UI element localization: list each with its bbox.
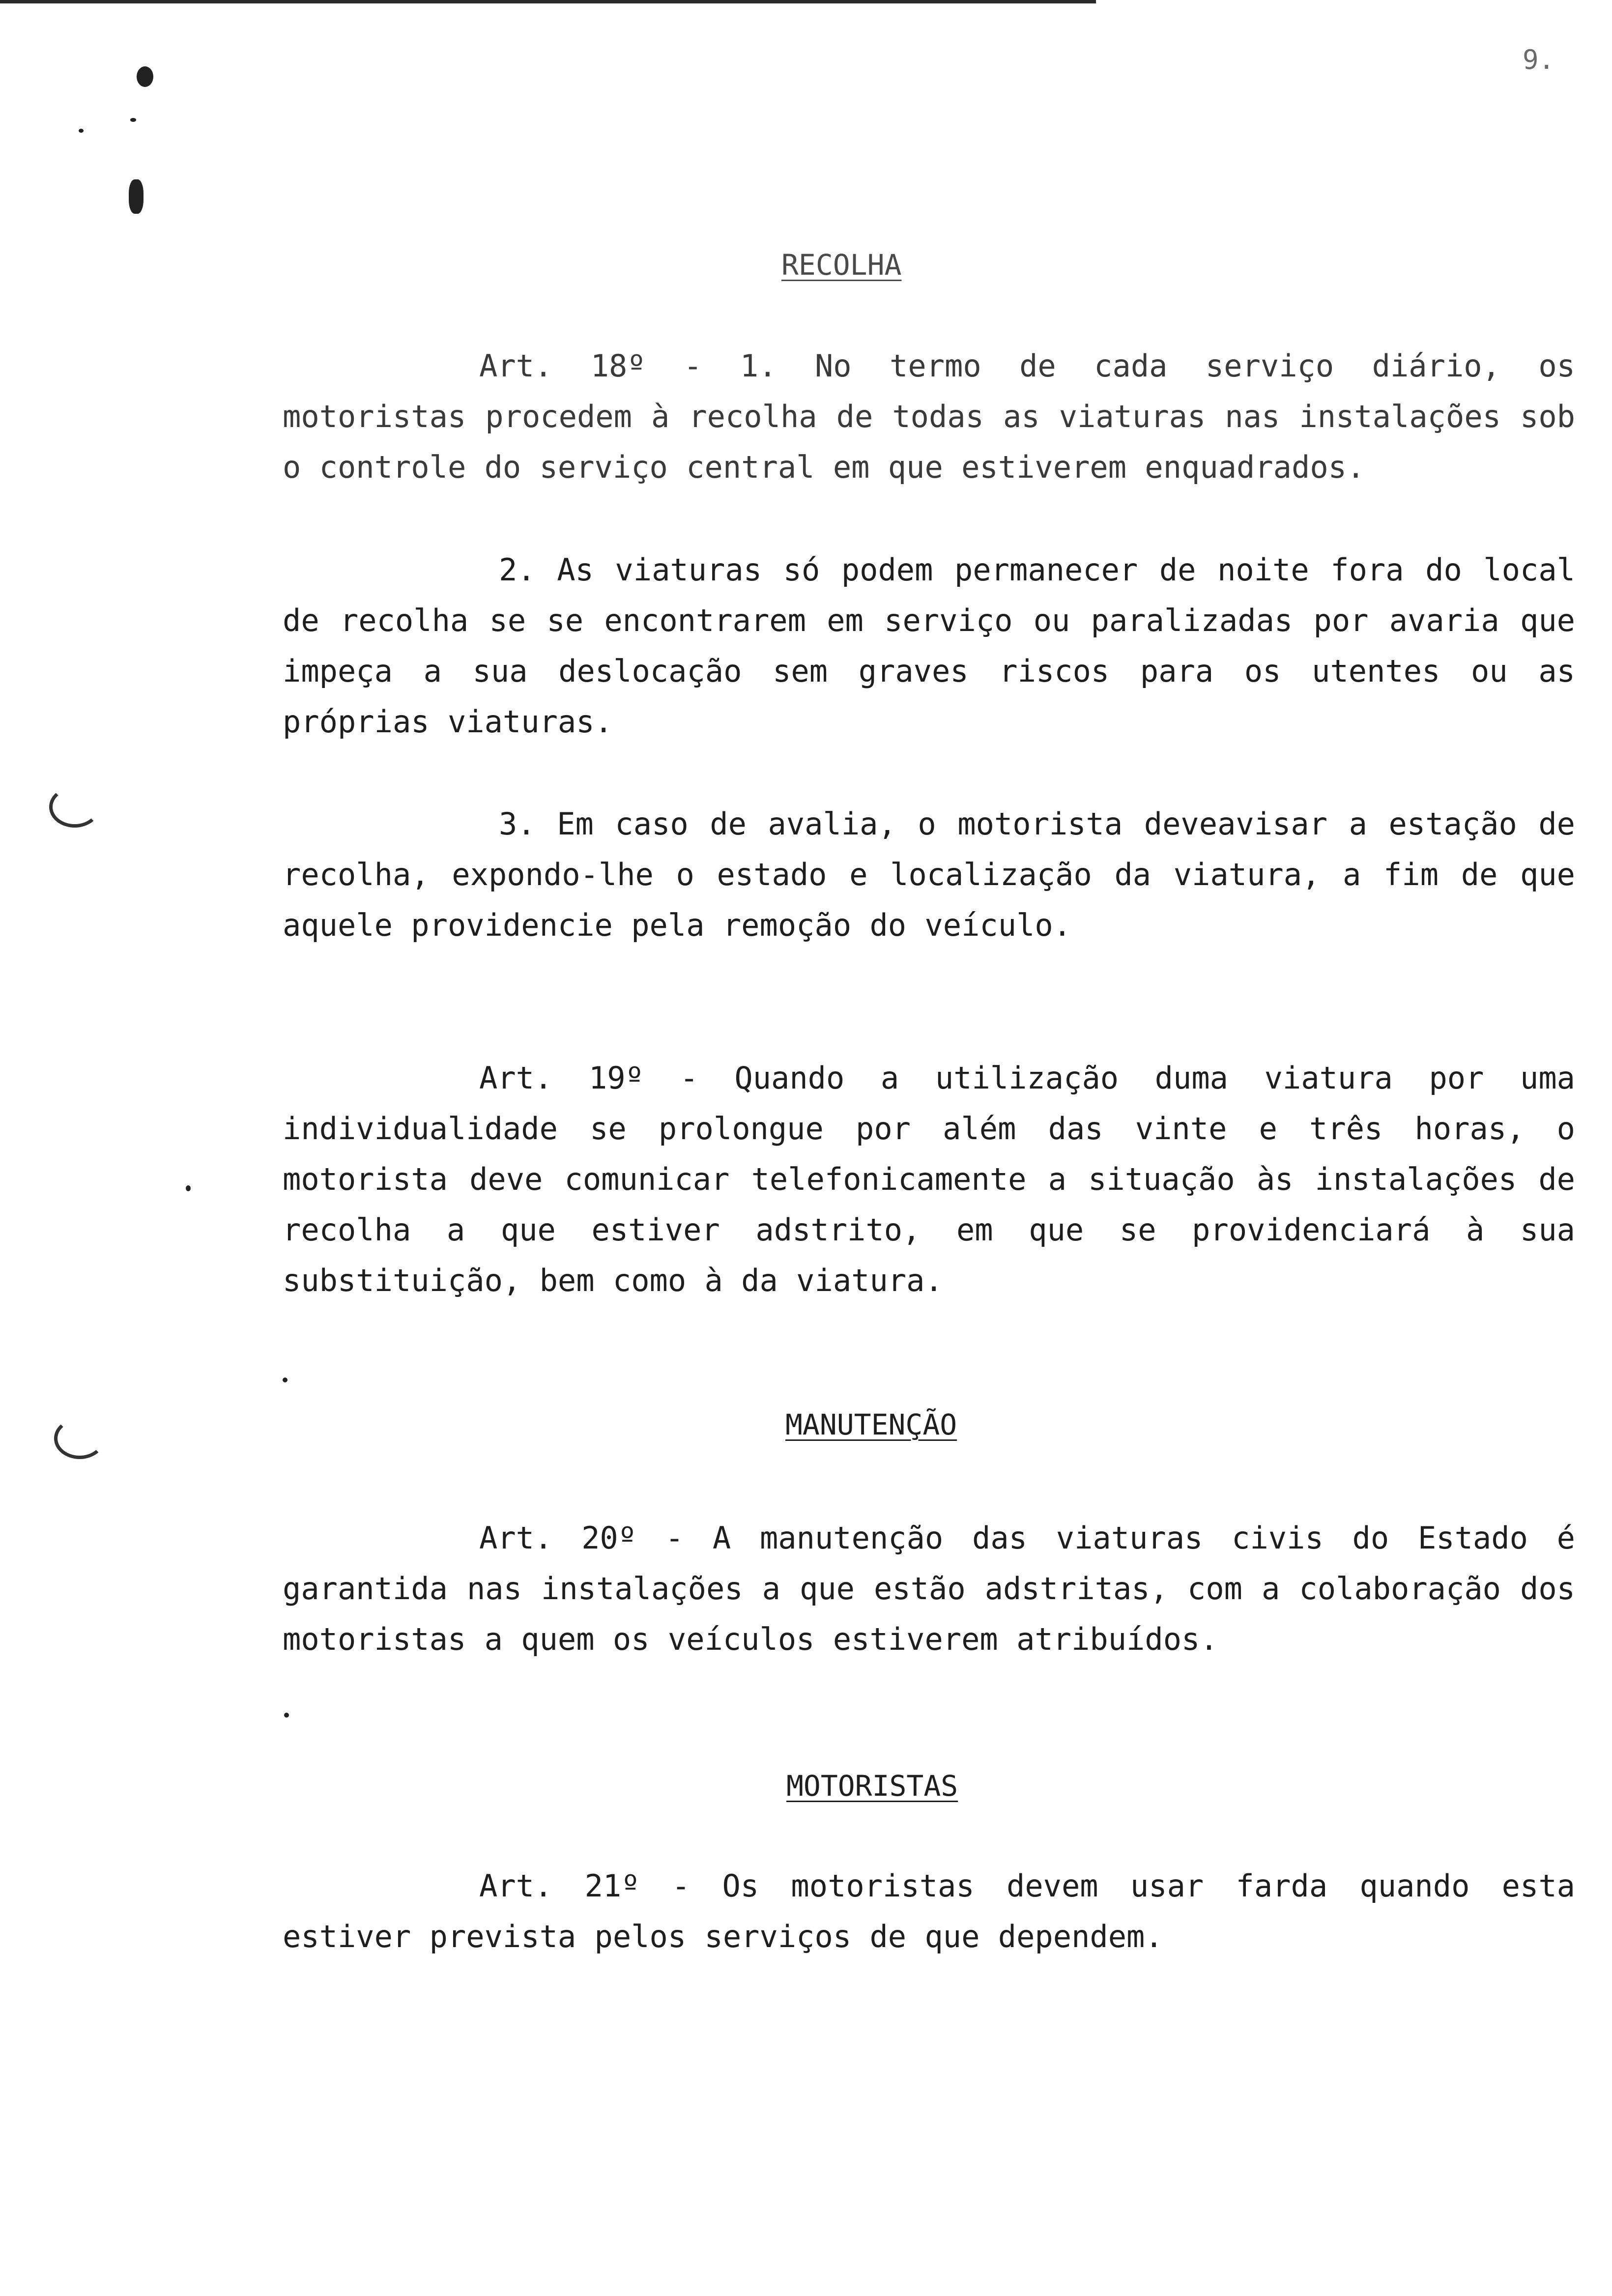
scan-speck xyxy=(284,1713,289,1718)
scan-speck xyxy=(283,1378,288,1382)
section-heading-motoristas: MOTORISTAS xyxy=(786,1769,958,1803)
article-20-paragraph xyxy=(283,1513,1575,1665)
scan-speck xyxy=(186,1185,191,1191)
article-19-text: Art. 19º - Quando a utilização duma viatura por uma individualidade se prolongue por além das vinte e três horas, o motorista deve comunicar telefonicamente a situação às instalações de recolha a que estiver adstrito, em que se providenciará à sua substituição, bem como à da viatura. xyxy=(283,1060,1575,1298)
punch-hole-mark xyxy=(54,1418,105,1459)
article-20-text: Art. 20º - A manutenção das viaturas civis do Estado é garantida nas instalações a que estão adstritas, com a colaboração dos motoristas a quem os veículos estiverem atribuídos. xyxy=(283,1520,1575,1657)
article-19-paragraph xyxy=(283,1053,1575,1306)
article-21-paragraph xyxy=(283,1861,1575,1962)
section-heading-recolha: RECOLHA xyxy=(781,248,902,282)
article-21-text: Art. 21º - Os motoristas devem usar farda quando esta estiver prevista pelos serviços de que dependem. xyxy=(283,1868,1575,1954)
article-18-text: Art. 18º - 1. No termo de cada serviço diário, os motoristas procedem à recolha de todas as viaturas nas instalações sob o controle do serviço central em que estiverem enquadrados. xyxy=(283,348,1575,485)
section-heading-manutencao: MANUTENÇÃO xyxy=(785,1408,957,1441)
article-18-item-2 xyxy=(283,545,1575,747)
article-18-paragraph xyxy=(283,341,1575,492)
scan-speck xyxy=(130,118,136,122)
scan-speck xyxy=(129,179,144,214)
article-18-item-2-text: 2. As viaturas só podem permanecer de noite fora do local de recolha se se encontrarem em serviço ou paralizadas por avaria que impeça a sua deslocação sem graves riscos para os utentes ou as próprias viaturas. xyxy=(283,552,1575,740)
article-18-item-3 xyxy=(283,799,1575,950)
scan-speck xyxy=(137,66,153,87)
top-edge-rule xyxy=(0,0,1096,3)
page-number: 9. xyxy=(1523,44,1555,75)
article-18-item-3-text: 3. Em caso de avalia, o motorista deveavisar a estação de recolha, expondo-lhe o estado e localização da viatura, a fim de que aquele providencie pela remoção do veículo. xyxy=(283,806,1575,943)
scan-speck xyxy=(79,129,84,133)
punch-hole-mark xyxy=(49,786,100,828)
